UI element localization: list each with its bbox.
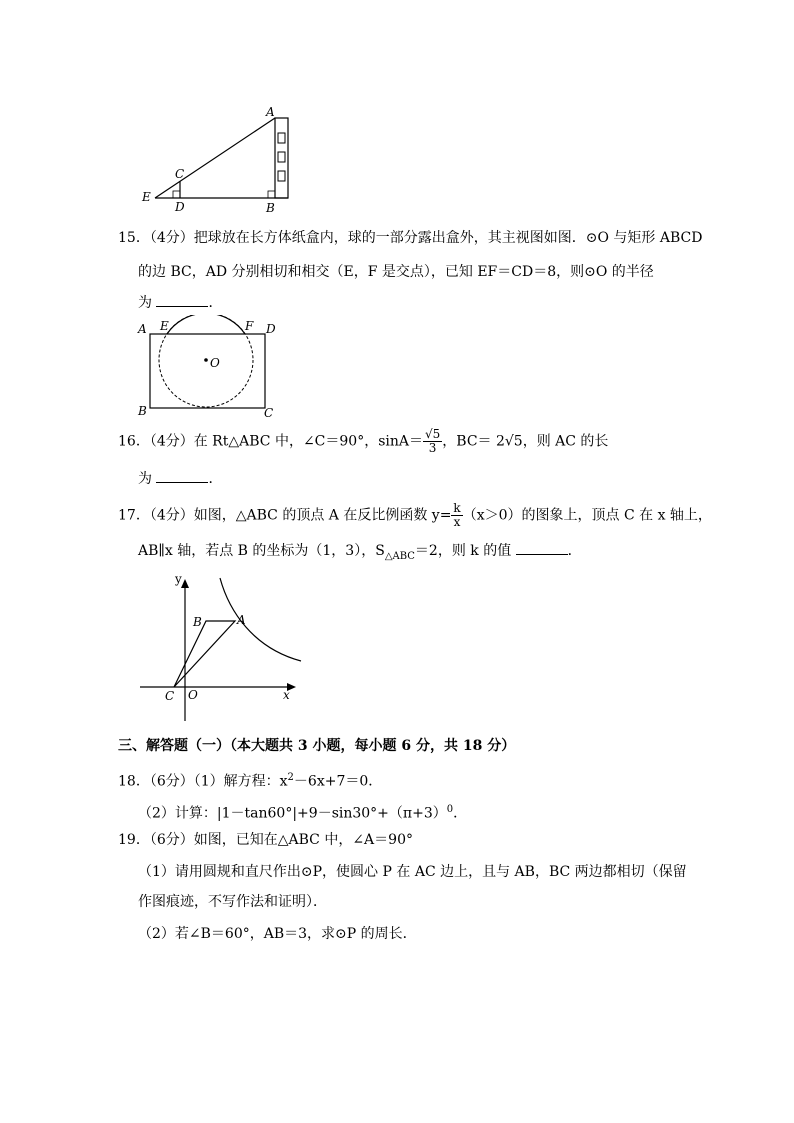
q15-line1 <box>118 228 702 248</box>
label-B: B <box>193 615 202 629</box>
label-C: C <box>175 167 185 181</box>
answer-blank[interactable] <box>156 468 208 483</box>
window <box>278 171 285 181</box>
hyperbola-curve <box>220 578 301 661</box>
window <box>278 152 285 162</box>
q19-line1: 19．（6分）如图，已知在△ABC 中，∠A＝90° <box>118 832 413 848</box>
label-A: A <box>138 322 147 336</box>
q15-number: 15．（4分） <box>118 230 194 246</box>
q16-line2: 为 ． <box>138 468 222 489</box>
window <box>278 133 285 143</box>
right-angle-mark <box>173 191 180 198</box>
circle-O-visible-arc <box>167 315 245 334</box>
label-C: C <box>165 689 175 703</box>
figure-q14 <box>140 100 300 215</box>
label-D: D <box>266 322 276 336</box>
label-D: D <box>175 200 185 214</box>
q15-line3: 为 ． <box>138 292 222 313</box>
fraction-k-over-x: $\frac{k}{x}$ <box>453 501 461 529</box>
label-C: C <box>264 406 274 420</box>
q19-part2: （2）若∠B＝60°，AB＝3，求⊙P 的周长． <box>138 926 417 942</box>
q16-line1: 16．（4分）在 Rt△ABC 中，∠C＝90°，sinA＝ $\frac{√5}{3}$ ，BC＝ 2√5，则 AC 的长 <box>118 427 609 455</box>
label-y: y <box>175 572 182 586</box>
fraction-sqrt5-over-3: $\frac{√5}{3}$ <box>424 427 441 455</box>
q19-part1-line2: 作图痕迹，不写作法和证明）． <box>138 894 327 910</box>
center-O <box>204 358 208 362</box>
figure-q15 <box>130 315 290 423</box>
q15-line2: 的边 BC，AD 分别相切和相交（E，F 是交点），已知 EF＝CD＝8，则⊙O 的半径 <box>138 264 654 280</box>
q17-line2: AB∥x 轴，若点 B 的坐标为（1，3），$S_{\triangle ABC}=2$，则 k 的值 ． <box>138 540 582 567</box>
section-3-title: 三、解答题（一）（本大题共 3 小题，每小题 6 分，共 18 分） <box>118 738 516 754</box>
q18-line1: 18．（6分）（1）解方程：$x^2-6x+7=0$． <box>118 772 383 790</box>
answer-blank[interactable] <box>516 540 568 555</box>
y-axis-arrow <box>181 579 189 588</box>
label-x: x <box>283 688 290 702</box>
label-E: E <box>160 319 169 333</box>
label-B: B <box>266 201 275 215</box>
answer-blank[interactable] <box>156 292 208 307</box>
label-F: F <box>245 319 254 333</box>
q15-text1: 把球放在长方体纸盒内，球的一部分露出盒外，其主视图如图．⊙O 与矩形 ABCD <box>193 230 703 246</box>
line-EA <box>155 118 275 198</box>
q18-line2: （2）计算：$|1-\tan 60^\circ|+9-\sin 30^\circ+(\pi+3)^0$． <box>138 804 468 822</box>
q17-line1: 17．（4分）如图，△ABC 的顶点 A 在反比例函数 y= $\frac{k}{x}$ （x＞0）的图象上，顶点 C 在 x 轴上， <box>118 501 712 529</box>
label-B: B <box>138 404 147 418</box>
label-A: A <box>237 613 246 627</box>
triangle-ABC <box>174 621 235 687</box>
building <box>275 118 288 198</box>
figure-q17 <box>135 566 305 726</box>
right-angle-mark <box>268 191 275 198</box>
q19-part1-line1: （1）请用圆规和直尺作出⊙P，使圆心 P 在 AC 边上，且与 AB，BC 两边都相切（保留 <box>138 864 687 880</box>
label-O: O <box>188 688 198 702</box>
label-O: O <box>210 356 220 370</box>
rectangle-ABCD <box>150 334 265 408</box>
label-E: E <box>142 190 151 204</box>
label-A: A <box>266 105 275 119</box>
